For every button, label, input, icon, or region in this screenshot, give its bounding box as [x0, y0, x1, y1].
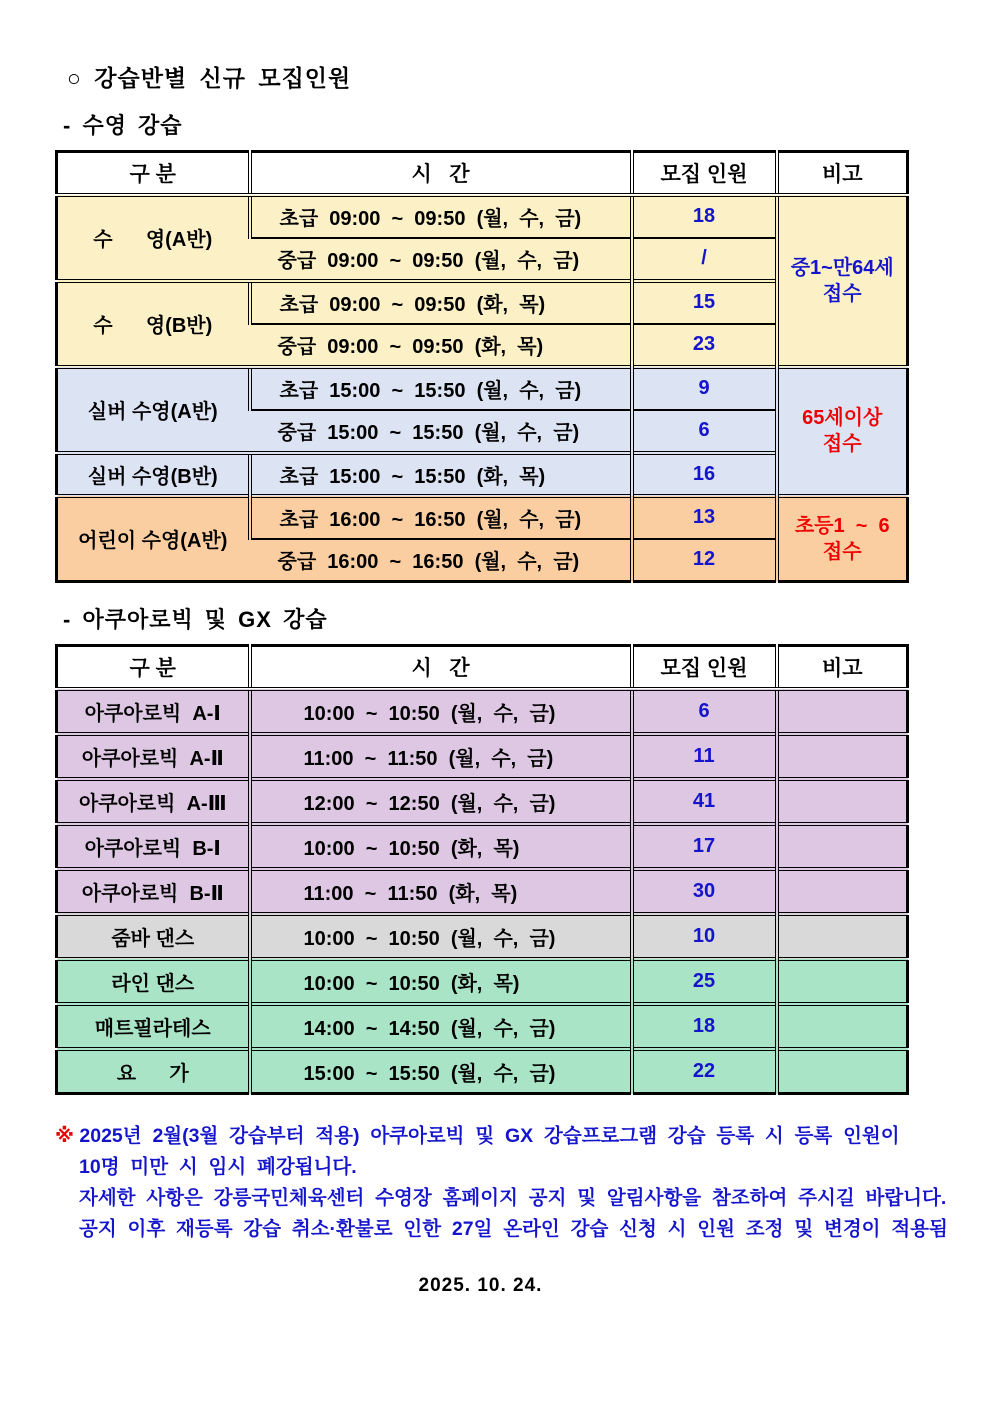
category-cell: 실버 수영(A반): [57, 367, 250, 453]
count-cell: 10: [632, 914, 777, 959]
note-cell: [777, 824, 908, 869]
count-cell: /: [632, 238, 777, 281]
note-line: 접수: [822, 282, 862, 305]
section-title-swim: - 수영 강습: [63, 113, 183, 138]
count-cell: 23: [632, 324, 777, 367]
category-cell: 매트필라테스: [57, 1004, 250, 1049]
note-cell: [777, 734, 908, 779]
swim-column-header: 모집 인원: [632, 152, 777, 195]
swim-column-header: 구 분: [57, 152, 250, 195]
swim-table-header: [57, 152, 908, 195]
note-cell: [777, 1004, 908, 1049]
footnote-line: 자세한 사항은 강릉국민체육센터 수영장 홈페이지 공지 및 알림사항을 참조하여 주시길 바랍니다.: [79, 1187, 947, 1209]
gx-table-row: [57, 1049, 908, 1094]
gx-class-table: [55, 644, 909, 1095]
note-cell: [777, 779, 908, 824]
time-cell: 초급 09:00 ~ 09:50 (화, 목): [250, 281, 632, 324]
count-cell: 16: [632, 453, 777, 496]
swim-column-header: 비고: [777, 152, 908, 195]
count-cell: 11: [632, 734, 777, 779]
count-cell: 6: [632, 689, 777, 734]
category-cell: 어린이 수영(A반): [57, 496, 250, 582]
gx-column-header: 구 분: [57, 646, 250, 689]
category-cell: 아쿠아로빅 A-Ⅱ: [57, 734, 250, 779]
category-cell: 줌바 댄스: [57, 914, 250, 959]
note-line: 접수: [822, 433, 862, 455]
time-cell: 초급 09:00 ~ 09:50 (월, 수, 금): [250, 195, 632, 238]
time-cell: 중급 09:00 ~ 09:50 (월, 수, 금): [250, 238, 632, 281]
time-cell: 초급 15:00 ~ 15:50 (화, 목): [250, 453, 632, 496]
category-cell: 수 영(B반): [57, 281, 250, 367]
time-cell: 10:00 ~ 10:50 (화, 목): [250, 959, 632, 1004]
time-cell: 중급 15:00 ~ 15:50 (월, 수, 금): [250, 410, 632, 453]
note-line: 중1~만64세: [790, 256, 894, 279]
note-cell: [777, 496, 908, 582]
gx-table-row: [57, 779, 908, 824]
swim-column-header: 시 간: [250, 152, 632, 195]
gx-table-row: [57, 914, 908, 959]
note-line: 초등1 ~ 6: [794, 514, 890, 537]
page-title: ○ 강습반별 신규 모집인원: [67, 65, 352, 91]
note-cell: [777, 914, 908, 959]
count-cell: 12: [632, 539, 777, 582]
section-title-gx: - 아쿠아로빅 및 GX 강습: [63, 607, 328, 632]
gx-table-row: [57, 1004, 908, 1049]
swim-header-row: [57, 152, 908, 195]
time-cell: 11:00 ~ 11:50 (월, 수, 금): [250, 734, 632, 779]
time-cell: 10:00 ~ 10:50 (월, 수, 금): [250, 914, 632, 959]
swim-table-row: [57, 195, 908, 238]
gx-table-header: [57, 646, 908, 689]
category-cell: 아쿠아로빅 B-Ⅰ: [57, 824, 250, 869]
count-cell: 13: [632, 496, 777, 539]
category-cell: 아쿠아로빅 B-Ⅱ: [57, 869, 250, 914]
footnote-line: 공지 이후 재등록 강습 취소·환불로 인한 27일 온라인 강습 신청 시 인원 조정 및 변경이 적용됨: [79, 1218, 948, 1240]
category-cell: 요 가: [57, 1049, 250, 1094]
footnote-line: 10명 미만 시 임시 폐강됩니다.: [79, 1156, 357, 1178]
count-cell: 41: [632, 779, 777, 824]
count-cell: 6: [632, 410, 777, 453]
time-cell: 중급 09:00 ~ 09:50 (화, 목): [250, 324, 632, 367]
count-cell: 30: [632, 869, 777, 914]
count-cell: 17: [632, 824, 777, 869]
note-cell: [777, 367, 908, 496]
gx-table-row: [57, 959, 908, 1004]
time-cell: 10:00 ~ 10:50 (월, 수, 금): [250, 689, 632, 734]
gx-table-row: [57, 734, 908, 779]
gx-column-header: 비고: [777, 646, 908, 689]
note-cell: [777, 689, 908, 734]
count-cell: 18: [632, 1004, 777, 1049]
gx-table-row: [57, 869, 908, 914]
time-cell: 초급 15:00 ~ 15:50 (월, 수, 금): [250, 367, 632, 410]
note-cell: [777, 959, 908, 1004]
category-cell: 아쿠아로빅 A-Ⅲ: [57, 779, 250, 824]
time-cell: 중급 16:00 ~ 16:50 (월, 수, 금): [250, 539, 632, 582]
document-date: 2025. 10. 24.: [418, 1275, 543, 1296]
count-cell: 22: [632, 1049, 777, 1094]
note-cell: [777, 869, 908, 914]
note-line: 접수: [822, 540, 862, 563]
count-cell: 9: [632, 367, 777, 410]
category-cell: 라인 댄스: [57, 959, 250, 1004]
swim-table-row: [57, 367, 908, 410]
count-cell: 15: [632, 281, 777, 324]
time-cell: 12:00 ~ 12:50 (월, 수, 금): [250, 779, 632, 824]
gx-header-row: [57, 646, 908, 689]
reference-mark: ※: [55, 1125, 74, 1147]
time-cell: 14:00 ~ 14:50 (월, 수, 금): [250, 1004, 632, 1049]
count-cell: 25: [632, 959, 777, 1004]
note-line: 65세이상: [802, 407, 883, 429]
category-cell: 실버 수영(B반): [57, 453, 250, 496]
category-cell: 수 영(A반): [57, 195, 250, 281]
footnote-block: [55, 1121, 948, 1245]
category-cell: 아쿠아로빅 A-Ⅰ: [57, 689, 250, 734]
time-cell: 11:00 ~ 11:50 (화, 목): [250, 869, 632, 914]
gx-table-row: [57, 824, 908, 869]
gx-table-row: [57, 689, 908, 734]
count-cell: 18: [632, 195, 777, 238]
time-cell: 초급 16:00 ~ 16:50 (월, 수, 금): [250, 496, 632, 539]
note-cell: [777, 195, 908, 367]
swim-class-table: [55, 150, 909, 583]
gx-column-header: 모집 인원: [632, 646, 777, 689]
swim-table-row: [57, 496, 908, 539]
footnote-text: 2025년 2월(3월 강습부터 적용) 아쿠아로빅 및 GX 강습프로그램 강습 등록 시 등록 인원이: [79, 1125, 900, 1147]
time-cell: 15:00 ~ 15:50 (월, 수, 금): [250, 1049, 632, 1094]
footnote-line: [55, 1121, 935, 1152]
time-cell: 10:00 ~ 10:50 (화, 목): [250, 824, 632, 869]
gx-column-header: 시 간: [250, 646, 632, 689]
note-cell: [777, 1049, 908, 1094]
